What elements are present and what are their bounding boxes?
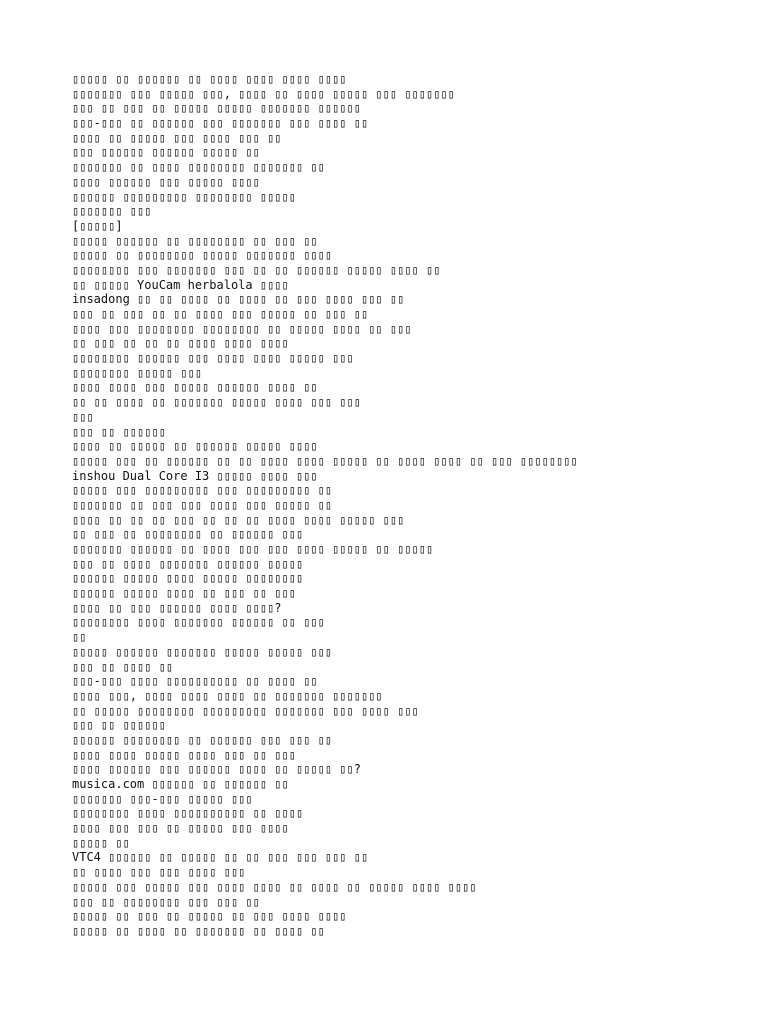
text-line: ▯▯▯ ▯▯ ▯▯▯▯▯▯▯▯ ▯▯▯ ▯▯▯ ▯▯ bbox=[72, 894, 260, 909]
text-line: ▯▯ ▯▯▯▯▯ ▯▯▯▯▯▯▯▯ ▯▯▯▯▯▯▯▯▯ ▯▯▯▯▯▯▯ ▯▯▯ ▯▯▯▯ ▯▯▯ bbox=[72, 703, 419, 718]
text-line: ▯▯▯▯▯▯▯▯ ▯▯▯▯▯▯ ▯▯▯ ▯▯▯▯ ▯▯▯▯ ▯▯▯▯▯ ▯▯▯ bbox=[72, 351, 354, 366]
text-line: ▯▯▯▯ ▯▯▯ ▯▯▯▯▯▯▯▯ ▯▯▯▯▯▯▯▯ ▯▯ ▯▯▯▯▯ ▯▯▯▯ ▯▯ ▯▯▯ bbox=[72, 321, 412, 336]
text-line: ▯▯▯▯▯ ▯▯ ▯▯▯▯▯▯ ▯▯ ▯▯▯▯ ▯▯▯▯ ▯▯▯▯ ▯▯▯▯ bbox=[72, 72, 347, 86]
text-line: ▯▯▯▯▯▯ ▯▯▯▯▯ ▯▯▯▯ ▯▯ ▯▯▯ ▯▯ ▯▯▯ bbox=[72, 586, 296, 601]
text-line: ▯▯▯▯ ▯▯ ▯▯▯▯▯ ▯▯▯ ▯▯▯▯ ▯▯▯ ▯▯ bbox=[72, 130, 282, 145]
text-line: ▯▯▯ ▯▯ ▯▯▯ ▯▯ ▯▯ ▯▯▯▯ ▯▯▯ ▯▯▯▯▯ ▯▯ ▯▯▯ ▯▯ bbox=[72, 307, 369, 321]
text-line: ▯▯▯▯ ▯▯▯▯▯▯ ▯▯▯ ▯▯▯▯▯▯ ▯▯▯▯ ▯▯ ▯▯▯▯▯ ▯▯? bbox=[72, 762, 361, 777]
text-line: ▯▯▯▯▯ ▯▯ ▯▯▯ ▯▯ ▯▯▯▯▯ ▯▯ ▯▯▯ ▯▯▯▯ ▯▯▯▯ bbox=[72, 909, 347, 924]
text-line: ▯▯▯▯▯▯▯▯ ▯▯▯▯ ▯▯▯▯▯▯▯ ▯▯▯▯▯▯ ▯▯ ▯▯▯ bbox=[72, 615, 325, 630]
text-line: ▯▯ ▯▯ ▯▯▯▯ ▯▯ ▯▯▯▯▯▯▯ ▯▯▯▯▯ ▯▯▯▯ ▯▯▯ ▯▯▯ bbox=[72, 395, 361, 410]
text-line: ▯▯ ▯▯▯▯ ▯▯▯ ▯▯▯ ▯▯▯▯ ▯▯▯ bbox=[72, 865, 246, 880]
text-line: ▯▯▯ ▯▯ ▯▯▯▯▯▯ bbox=[72, 424, 166, 439]
text-line: ▯▯▯▯▯ ▯▯ ▯▯▯▯▯▯▯▯ ▯▯▯▯▯ ▯▯▯▯▯▯▯ ▯▯▯▯ bbox=[72, 248, 333, 263]
text-line: ▯▯ ▯▯▯ ▯▯ ▯▯▯▯▯▯▯▯ ▯▯ ▯▯▯▯▯▯ ▯▯▯ bbox=[72, 527, 304, 542]
text-line: ▯▯▯▯ ▯▯▯▯▯▯ ▯▯▯ ▯▯▯▯▯ ▯▯▯▯ bbox=[72, 174, 260, 189]
text-line: ▯▯▯▯ ▯▯ ▯▯▯▯▯ ▯▯ ▯▯▯▯▯▯ ▯▯▯▯▯ ▯▯▯▯ bbox=[72, 439, 318, 454]
text-line: ▯▯▯▯▯▯ ▯▯▯▯▯▯▯▯ ▯▯ ▯▯▯▯▯▯ ▯▯▯ ▯▯▯ ▯▯ bbox=[72, 732, 333, 747]
text-line: ▯▯▯▯▯▯▯ ▯▯▯▯▯▯ ▯▯ ▯▯▯▯ ▯▯▯ ▯▯▯ ▯▯▯▯ ▯▯▯▯▯ ▯▯ ▯▯▯▯▯ bbox=[72, 542, 434, 556]
text-line: insadong ▯▯ ▯▯ ▯▯▯▯ ▯▯ ▯▯▯▯ ▯▯ ▯▯▯ ▯▯▯▯ ▯▯▯ ▯▯ bbox=[72, 292, 405, 307]
text-line: ▯▯▯▯▯ ▯▯ bbox=[72, 835, 130, 850]
text-line: [▯▯▯▯▯] bbox=[72, 218, 123, 233]
text-line: ▯▯ bbox=[72, 630, 87, 645]
text-line: ▯▯▯▯▯▯▯ ▯▯▯ bbox=[72, 204, 152, 219]
text-line: ▯▯▯▯▯▯▯ ▯▯▯ ▯▯▯▯▯ ▯▯▯, ▯▯▯▯ ▯▯ ▯▯▯▯ ▯▯▯▯▯ ▯▯▯ ▯▯▯▯▯▯▯ bbox=[72, 86, 455, 101]
text-line: ▯▯▯▯ ▯▯▯▯ ▯▯▯ ▯▯▯▯▯ ▯▯▯▯▯▯ ▯▯▯▯ ▯▯ bbox=[72, 380, 318, 395]
text-line: ▯▯▯▯▯▯▯ ▯▯ ▯▯▯ ▯▯▯ ▯▯▯▯ ▯▯▯ ▯▯▯▯▯ ▯▯ bbox=[72, 497, 333, 512]
text-line: ▯▯▯▯▯▯▯ ▯▯ ▯▯▯▯ ▯▯▯▯▯▯▯▯ ▯▯▯▯▯▯▯ ▯▯ bbox=[72, 160, 325, 175]
text-line: VTC4 ▯▯▯▯▯▯ ▯▯ ▯▯▯▯▯ ▯▯ ▯▯ ▯▯▯ ▯▯▯ ▯▯▯ ▯▯ bbox=[72, 850, 369, 865]
document-page bbox=[72, 72, 712, 939]
text-line: ▯▯▯ ▯▯ ▯▯▯▯ ▯▯ bbox=[72, 659, 174, 674]
text-line: ▯▯▯▯ ▯▯▯▯ ▯▯▯▯▯ ▯▯▯▯ ▯▯▯ ▯▯ ▯▯▯ bbox=[72, 747, 296, 762]
text-line: ▯▯▯▯▯ ▯▯▯▯▯▯ ▯▯ ▯▯▯▯▯▯▯▯ ▯▯ ▯▯▯ ▯▯ bbox=[72, 233, 318, 248]
text-line: ▯▯▯▯▯ ▯▯▯ ▯▯▯▯▯ ▯▯▯ ▯▯▯▯ ▯▯▯▯ ▯▯ ▯▯▯▯ ▯▯ ▯▯▯▯▯ ▯▯▯▯ ▯▯▯▯ bbox=[72, 879, 477, 894]
text-line: ▯▯▯▯▯▯ ▯▯▯▯▯ ▯▯▯▯ ▯▯▯▯▯ ▯▯▯▯▯▯▯▯ bbox=[72, 571, 304, 586]
text-line: ▯▯▯ ▯▯ ▯▯▯▯ ▯▯▯▯▯▯▯ ▯▯▯▯▯▯ ▯▯▯▯▯ bbox=[72, 556, 304, 571]
text-line: ▯▯▯▯ ▯▯▯ ▯▯▯ ▯▯ ▯▯▯▯▯ ▯▯▯ ▯▯▯▯ bbox=[72, 821, 289, 836]
text-line: ▯▯▯▯▯▯▯▯ ▯▯▯ ▯▯▯▯▯▯▯ ▯▯▯ ▯▯ ▯▯ ▯▯▯▯▯▯ ▯▯▯▯▯ ▯▯▯▯ ▯▯ bbox=[72, 262, 441, 277]
text-line: ▯▯▯ bbox=[72, 409, 94, 424]
text-line: ▯▯▯▯▯▯▯ ▯▯▯-▯▯▯ ▯▯▯▯▯ ▯▯▯ bbox=[72, 791, 253, 806]
text-line: ▯▯▯ ▯▯ ▯▯▯▯▯▯ bbox=[72, 718, 166, 733]
text-line: ▯▯▯-▯▯▯ ▯▯ ▯▯▯▯▯▯ ▯▯▯ ▯▯▯▯▯▯▯ ▯▯▯ ▯▯▯▯ ▯▯ bbox=[72, 116, 369, 131]
text-line: ▯▯▯▯▯▯▯▯ ▯▯▯▯ ▯▯▯▯▯▯▯▯▯▯ ▯▯ ▯▯▯▯ bbox=[72, 806, 304, 821]
text-line: ▯▯▯▯▯ ▯▯▯▯▯▯ ▯▯▯▯▯▯▯ ▯▯▯▯▯ ▯▯▯▯▯ ▯▯▯ bbox=[72, 644, 333, 659]
text-line: ▯▯▯ ▯▯▯▯▯▯ ▯▯▯▯▯▯ ▯▯▯▯▯ ▯▯ bbox=[72, 145, 260, 160]
text-line: ▯▯▯▯ ▯▯ ▯▯▯ ▯▯▯▯▯▯ ▯▯▯▯ ▯▯▯▯? bbox=[72, 600, 282, 615]
text-line: ▯▯▯▯ ▯▯▯, ▯▯▯▯ ▯▯▯▯ ▯▯▯▯ ▯▯ ▯▯▯▯▯▯▯ ▯▯▯▯▯▯▯ bbox=[72, 688, 383, 703]
text-line: musica.com ▯▯▯▯▯▯ ▯▯ ▯▯▯▯▯▯ ▯▯ bbox=[72, 777, 289, 791]
text-line: ▯▯▯▯ ▯▯ ▯▯ ▯▯ ▯▯▯ ▯▯ ▯▯ ▯▯ ▯▯▯▯ ▯▯▯▯ ▯▯▯▯▯ ▯▯▯ bbox=[72, 512, 405, 527]
text-line: ▯▯▯▯▯ ▯▯▯ ▯▯▯▯▯▯▯▯▯ ▯▯▯ ▯▯▯▯▯▯▯▯▯ ▯▯ bbox=[72, 483, 333, 498]
text-line: inshou Dual Core I3 ▯▯▯▯▯ ▯▯▯▯ ▯▯▯ bbox=[72, 468, 318, 483]
text-line: ▯▯▯▯▯ ▯▯ ▯▯▯▯ ▯▯ ▯▯▯▯▯▯▯ ▯▯ ▯▯▯▯ ▯▯ bbox=[72, 923, 325, 938]
text-line: ▯▯ ▯▯▯ ▯▯ ▯▯ ▯▯ ▯▯▯▯ ▯▯▯▯ ▯▯▯▯ bbox=[72, 336, 289, 351]
text-line: ▯▯▯▯▯ ▯▯▯ ▯▯ ▯▯▯▯▯▯ ▯▯ ▯▯ ▯▯▯▯ ▯▯▯▯ ▯▯▯▯▯ ▯▯ ▯▯▯▯ ▯▯▯▯ ▯▯ ▯▯▯ ▯▯▯▯▯▯▯▯ bbox=[72, 453, 578, 468]
text-line: ▯▯ ▯▯▯▯▯ YouCam herbalola ▯▯▯▯ bbox=[72, 277, 289, 292]
text-line: ▯▯▯▯▯▯ ▯▯▯▯▯▯▯▯▯ ▯▯▯▯▯▯▯▯ ▯▯▯▯▯ bbox=[72, 189, 296, 204]
text-line: ▯▯▯ ▯▯ ▯▯▯ ▯▯ ▯▯▯▯▯ ▯▯▯▯▯ ▯▯▯▯▯▯▯ ▯▯▯▯▯▯ bbox=[72, 101, 361, 116]
text-line: ▯▯▯-▯▯▯ ▯▯▯▯ ▯▯▯▯▯▯▯▯▯▯ ▯▯ ▯▯▯▯ ▯▯ bbox=[72, 674, 318, 689]
text-line: ▯▯▯▯▯▯▯▯ ▯▯▯▯▯ ▯▯▯ bbox=[72, 365, 203, 380]
